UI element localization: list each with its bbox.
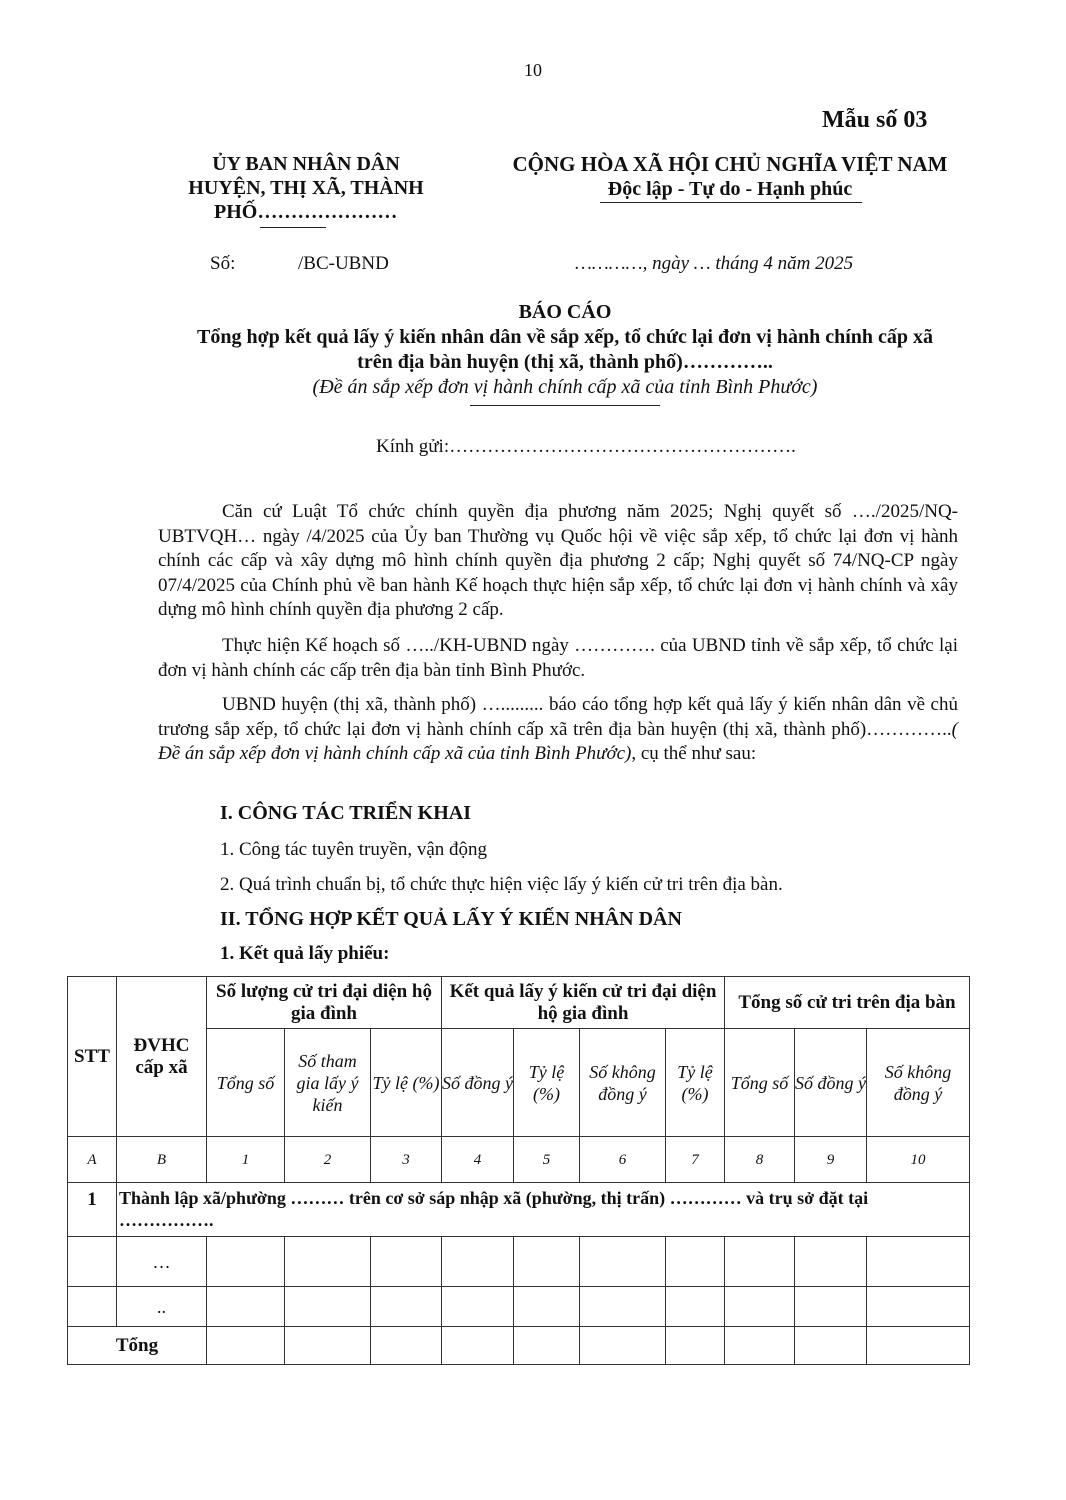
nation-motto: Độc lập - Tự do - Hạnh phúc [607,178,853,200]
code-1: 1 [207,1137,285,1183]
header-stt: STT [68,977,117,1137]
report-title [120,300,1010,400]
agency-line-2: HUYỆN, THỊ XÃ, THÀNH [188,177,424,199]
code-3: 3 [371,1137,442,1183]
header-participants: Số tham gia lấy ý kiến [285,1029,371,1137]
code-a: A [68,1137,117,1183]
results-table [67,976,970,1365]
total-label: Tổng [68,1327,207,1365]
agency-underline [260,227,326,228]
row-1-description: Thành lập xã/phường ……… trên cơ sở sáp nhập xã (phường, thị trấn) ………… và trụ sở đặt tại ……………. [117,1183,970,1237]
header-voters-total: Tổng số [725,1029,795,1137]
paragraph-legal-basis: Căn cứ Luật Tổ chức chính quyền địa phương năm 2025; Nghị quyết số …./2025/NQ-UBTVQH… ngày /4/2025 của Ủy ban Thường vụ Quốc hội về việc sắp xếp, tổ chức lại đơn vị hành chính các cấp và xây dựng mô hình chính quyền địa phương 2 cấp; Nghị quyết số 74/NQ-CP ngày 07/4/2025 của Chính phủ về ban hành Kế hoạch thực hiện sắp xếp, tổ chức lại đơn vị hành chính và xây dựng mô hình chính quyền địa phương 2 cấp. [158,501,958,620]
header-group-total-voters: Tổng số cử tri trên địa bàn [725,977,970,1029]
nation-name: CỘNG HÒA XÃ HỘI CHỦ NGHĨA VIỆT NAM [512,152,948,176]
header-group-results: Kết quả lấy ý kiến cử tri đại diện hộ gia đình [442,977,725,1029]
code-2: 2 [285,1137,371,1183]
motto-underline [600,202,862,203]
code-6: 6 [580,1137,666,1183]
title-line-1: Tổng hợp kết quả lấy ý kiến nhân dân về sắp xếp, tổ chức lại đơn vị hành chính cấp xã [196,326,934,348]
paragraph-summary-a: UBND huyện (thị xã, thành phố) …......... báo cáo tổng hợp kết quả lấy ý kiến nhân dân về chủ trương sắp xếp, tổ chức lại đơn vị hành chính cấp xã trên địa bàn huyện (thị xã, thành phố)………….. [158,694,958,740]
table-row [68,1183,970,1237]
header-voters-disagree: Số không đồng ý [867,1029,970,1137]
date-line: …………, ngày … tháng 4 năm 2025 [575,253,854,274]
agency-line-1: ỦY BAN NHÂN DÂN [212,153,400,175]
issuing-agency [150,152,462,224]
header-participation-rate: Tỷ lệ (%) [371,1029,442,1137]
header-agree-rate: Tỷ lệ (%) [514,1029,580,1137]
section-2-item-1: 1. Kết quả lấy phiếu: [220,943,390,964]
paragraph-summary-c: , cụ thể như sau: [631,743,757,764]
header-disagree-rate: Tỷ lệ (%) [666,1029,725,1137]
form-code: Mẫu số 03 [822,107,928,133]
code-4: 4 [442,1137,514,1183]
table-row [68,1287,970,1327]
code-8: 8 [725,1137,795,1183]
title-underline [470,405,660,406]
header-group-representatives: Số lượng cử tri đại diện hộ gia đình [207,977,442,1029]
title-main: BÁO CÁO [518,301,612,323]
header-voters-agree: Số đồng ý [795,1029,867,1137]
header-disagree: Số không đồng ý [580,1029,666,1137]
recipient-line: Kính gửi:………………………………………………. [376,436,796,457]
national-header [490,152,970,202]
doc-number: /BC-UBND [298,253,389,274]
section-2-heading: II. TỔNG HỢP KẾT QUẢ LẤY Ý KIẾN NHÂN DÂN [220,908,682,930]
code-9: 9 [795,1137,867,1183]
header-agree: Số đồng ý [442,1029,514,1137]
row-1-stt: 1 [68,1183,117,1237]
table-row-total [68,1327,970,1365]
header-dvhc: ĐVHC cấp xã [117,977,207,1137]
code-b: B [117,1137,207,1183]
section-1-item-1: 1. Công tác tuyên truyền, vận động [220,839,488,860]
title-line-2: trên địa bàn huyện (thị xã, thành phố)………….. [357,351,773,373]
agency-line-3: PHỐ………………… [214,201,398,223]
paragraph-summary [158,693,958,767]
section-1-heading: I. CÔNG TÁC TRIỂN KHAI [220,802,471,824]
code-5: 5 [514,1137,580,1183]
code-7: 7 [666,1137,725,1183]
paragraph-plan: Thực hiện Kế hoạch số …../KH-UBND ngày …………. của UBND tỉnh về sắp xếp, tổ chức lại đơn vị hành chính các cấp trên địa bàn tỉnh Bình Phước. [158,635,958,681]
row-2-ellipsis: … [117,1237,207,1287]
header-total: Tổng số [207,1029,285,1137]
table-row [68,1237,970,1287]
title-subtitle: (Đề án sắp xếp đơn vị hành chính cấp xã của tỉnh Bình Phước) [312,376,818,398]
paragraph-summary-italic: ( Đề án sắp xếp đơn vị hành chính cấp xã của tỉnh Bình Phước) [158,718,958,764]
page-number: 10 [524,60,542,80]
doc-number-label: Số: [210,253,236,274]
code-10: 10 [867,1137,970,1183]
section-1-item-2: 2. Quá trình chuẩn bị, tổ chức thực hiện việc lấy ý kiến cử tri trên địa bàn. [220,874,783,895]
row-3-ellipsis: .. [117,1287,207,1327]
